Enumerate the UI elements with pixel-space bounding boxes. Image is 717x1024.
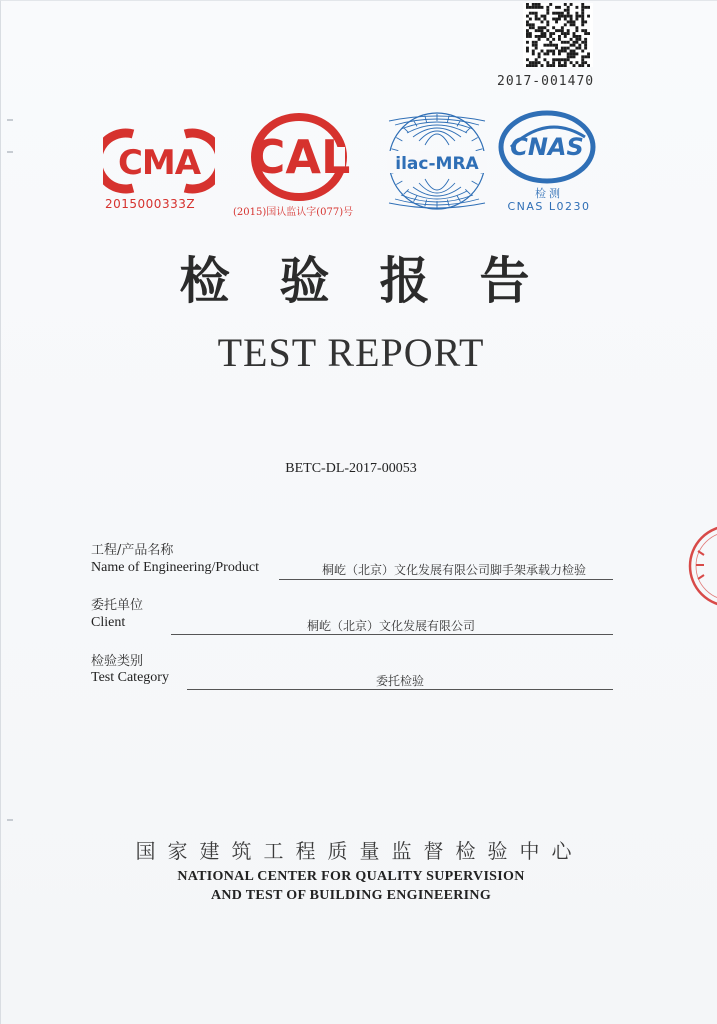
client-value: 桐屹（北京）文化发展有限公司 — [306, 619, 475, 633]
issuer-name-en-line1: NATIONAL CENTER FOR QUALITY SUPERVISION — [177, 869, 525, 884]
binding-hole-mark — [7, 819, 13, 821]
cma-logo — [103, 126, 215, 196]
cal-logo — [247, 111, 351, 203]
issuer-name-cn: 国家建筑工程质量监督检验中心 — [135, 839, 584, 863]
cma-logo-text: CMA — [117, 143, 201, 183]
binding-hole-mark — [7, 151, 13, 153]
cal-logo-text: CAL — [251, 130, 351, 184]
binding-hole-mark — [7, 119, 13, 121]
cnas-logo-text: CNAS — [510, 133, 584, 161]
report-number: BETC-DL-2017-00053 — [285, 461, 417, 476]
cal-caption: (2015)国认监认字(077)号 — [233, 207, 354, 218]
cnas-logo — [495, 107, 599, 187]
issuer-name-en-line2: AND TEST OF BUILDING ENGINEERING — [210, 888, 492, 903]
ilac-mra-logo — [385, 109, 489, 213]
category-value: 委托检验 — [375, 674, 424, 688]
category-label-en: Test Category — [91, 670, 169, 685]
qr-code — [523, 3, 593, 67]
client-label-cn: 委托单位 — [91, 598, 144, 613]
product-underline — [279, 579, 613, 580]
client-underline — [171, 634, 613, 635]
cma-number: 2015000333Z — [105, 197, 196, 211]
ilac-mra-text: ilac-MRA — [395, 154, 479, 174]
seal-stamp-partial — [684, 521, 717, 611]
product-label-en: Name of Engineering/Product — [91, 560, 259, 575]
category-underline — [187, 689, 613, 690]
report-title-english: TEST REPORT — [217, 330, 485, 375]
serial-number: 2017-001470 — [497, 74, 595, 89]
product-value: 桐屹（北京）文化发展有限公司脚手架承载力检验 — [321, 563, 586, 577]
category-label-cn: 检验类别 — [91, 654, 144, 669]
client-label-en: Client — [91, 615, 126, 630]
cnas-caption-cn: 检测 — [535, 187, 563, 200]
cnas-caption-code: CNAS L0230 — [507, 200, 591, 213]
report-title-chinese: 检验报告 — [179, 252, 580, 310]
product-label-cn: 工程/产品名称 — [91, 543, 174, 558]
